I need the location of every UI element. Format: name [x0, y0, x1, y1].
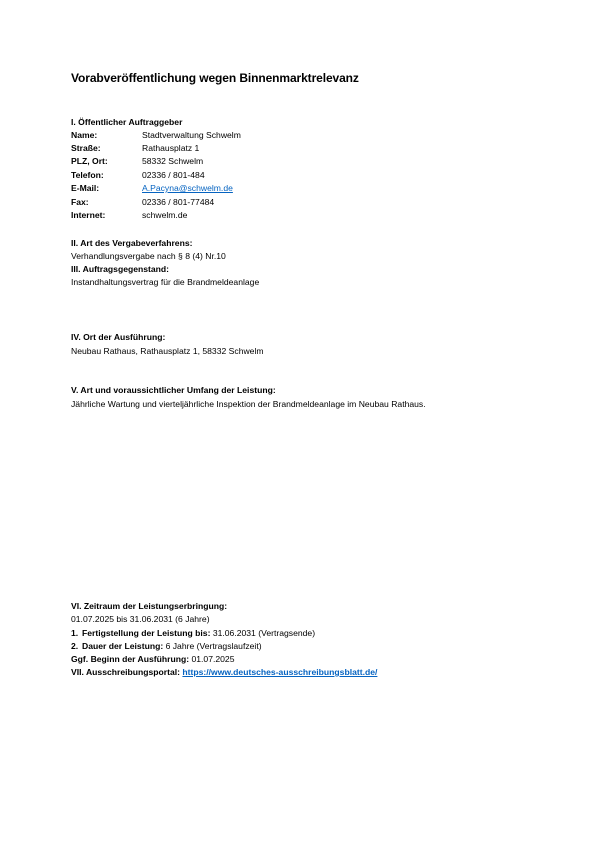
section-3-text: Instandhaltungsvertrag für die Brandmeldeanlage	[71, 277, 260, 287]
start-value: 01.07.2025	[189, 654, 235, 664]
section-4-text: Neubau Rathaus, Rathausplatz 1, 58332 Schwelm	[71, 346, 264, 356]
list-number: 2.	[71, 641, 79, 651]
section-7-heading: VII. Ausschreibungsportal:	[71, 667, 181, 677]
completion-label: Fertigstellung der Leistung bis:	[82, 628, 211, 638]
list-number: 1.	[71, 628, 79, 638]
label-postcode-city: PLZ, Ort:	[71, 156, 108, 166]
start-label: Ggf. Beginn der Ausführung:	[71, 654, 190, 664]
label-phone: Telefon:	[71, 170, 104, 180]
duration-label: Dauer der Leistung:	[82, 641, 164, 651]
section-2-text: Verhandlungsvergabe nach § 8 (4) Nr.10	[71, 251, 226, 261]
list-item-completion	[71, 628, 315, 638]
section-4-heading: IV. Ort der Ausführung:	[71, 332, 166, 342]
value-street: Rathausplatz 1	[142, 143, 200, 153]
start-line	[71, 654, 234, 664]
section-5-text: Jährliche Wartung und vierteljährliche Inspektion der Brandmeldeanlage im Neubau Rathaus.	[71, 399, 426, 409]
completion-value: 31.06.2031 (Vertragsende)	[210, 628, 316, 638]
label-internet: Internet:	[71, 210, 106, 220]
page-title: Vorabveröffentlichung wegen Binnenmarktrelevanz	[71, 71, 359, 85]
value-phone: 02336 / 801-484	[142, 170, 205, 180]
section-3-heading: III. Auftragsgegenstand:	[71, 264, 170, 274]
label-street: Straße:	[71, 143, 101, 153]
list-item-duration	[71, 641, 262, 651]
label-fax: Fax:	[71, 197, 89, 207]
value-postcode-city: 58332 Schwelm	[142, 156, 204, 166]
section-6-heading: VI. Zeitraum der Leistungserbringung:	[71, 601, 228, 611]
portal-link[interactable]: https://www.deutsches-ausschreibungsblatt.de/	[182, 667, 378, 677]
section-2-heading: II. Art des Vergabeverfahrens:	[71, 238, 193, 248]
value-fax: 02336 / 801-77484	[142, 197, 215, 207]
email-link[interactable]: A.Pacyna@schwelm.de	[142, 183, 233, 193]
section-7-line	[71, 667, 377, 677]
section-6-text: 01.07.2025 bis 31.06.2031 (6 Jahre)	[71, 614, 210, 624]
label-email: E-Mail:	[71, 183, 100, 193]
label-name: Name:	[71, 130, 98, 140]
section-1-heading: I. Öffentlicher Auftraggeber	[71, 117, 183, 127]
section-5-heading: V. Art und voraussichtlicher Umfang der Leistung:	[71, 385, 276, 395]
duration-value: 6 Jahre (Vertragslaufzeit)	[163, 641, 262, 651]
value-internet: schwelm.de	[142, 210, 188, 220]
value-name: Stadtverwaltung Schwelm	[142, 130, 241, 140]
